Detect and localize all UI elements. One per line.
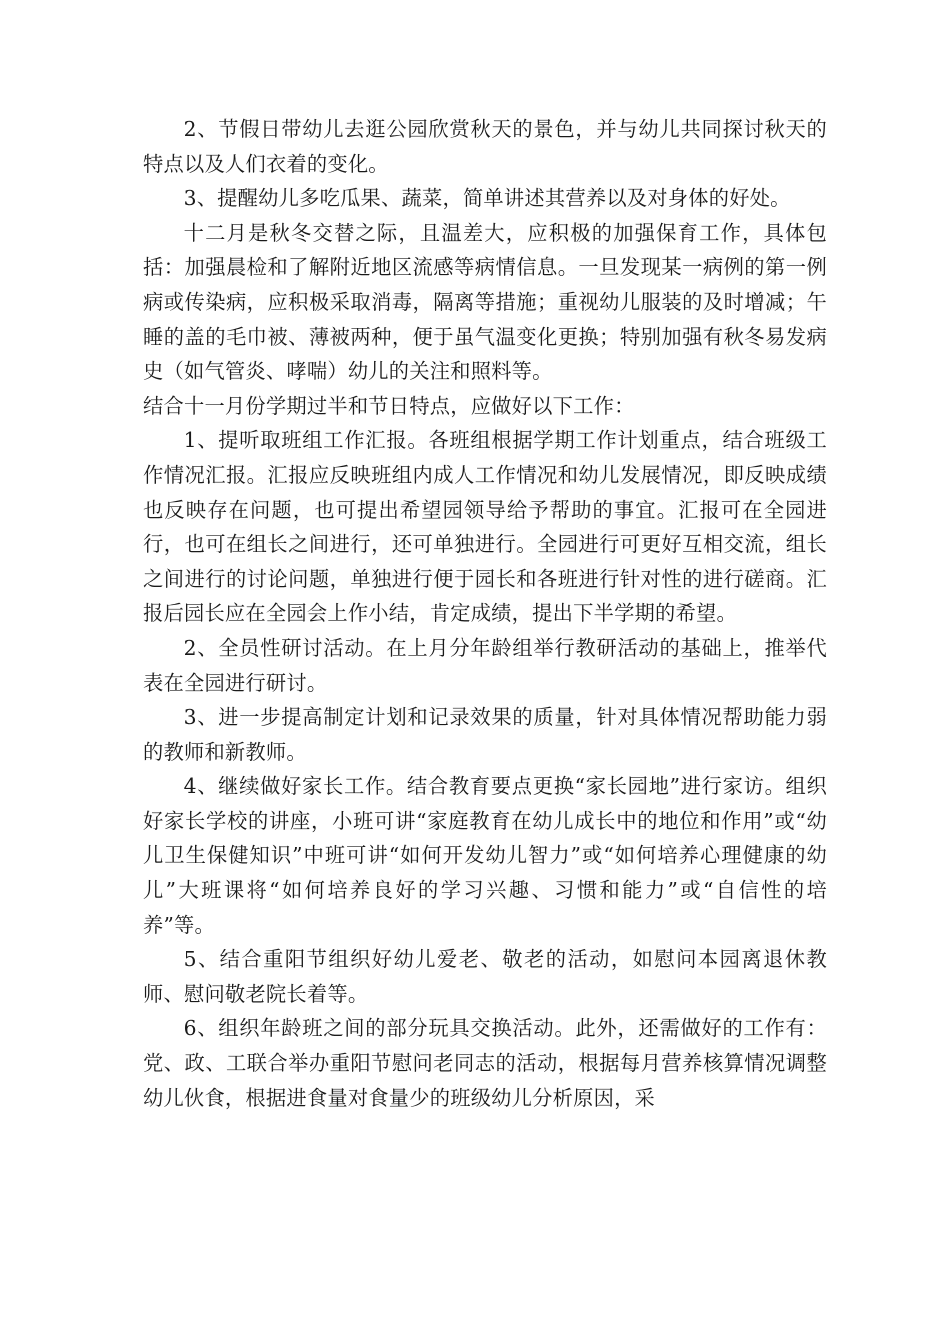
paragraph-double-ninth: 5、结合重阳节组织好幼儿爱老、敬老的活动，如慰问本园离退休教师、慰问敬老院长着等。: [143, 947, 827, 1006]
paragraph-holiday-park: 2、节假日带幼儿去逛公园欣赏秋天的景色，并与幼儿共同探讨秋天的特点以及人们衣着的变化。: [143, 117, 827, 176]
document-body: [143, 112, 827, 1115]
paragraph-plan-quality: 3、进一步提高制定计划和记录效果的质量，针对具体情况帮助能力弱的教师和新教师。: [143, 705, 827, 764]
paragraph-team-report: 1、提听取班组工作汇报。各班组根据学期工作计划重点，结合班级工作情况汇报。汇报应反映班组内成人工作情况和幼儿发展情况，即反映成绩也反映存在问题，也可提出希望园领导给予帮助的事宜。汇报可在全园进行，也可在组长之间进行，还可单独进行。全园进行可更好互相交流，组长之间进行的讨论问题，单独进行便于园长和各班进行针对性的进行磋商。汇报后园长应在全园会上作小结，肯定成绩，提出下半学期的希望。: [143, 428, 827, 626]
paragraph-staff-seminar: 2、全员性研讨活动。在上月分年龄组举行教研活动的基础上，推举代表在全园进行研讨。: [143, 635, 827, 695]
paragraph-parent-work: 4、继续做好家长工作。结合教育要点更换“家长园地”进行家访。组织好家长学校的讲座，小班可讲“家庭教育在幼儿成长中的地位和作用”或“幼儿卫生保健知识”中班可讲“如何开发幼儿智力”或“如何培养心理健康的幼儿”大班课将“如何培养良好的学习兴趣、习惯和能力”或“自信性的培养”等。: [143, 774, 827, 937]
paragraph-fruits-vegetables: 3、提醒幼儿多吃瓜果、蔬菜，简单讲述其营养以及对身体的好处。: [183, 186, 791, 211]
paragraph-november-intro: 结合十一月份学期过半和节日特点，应做好以下工作：: [143, 393, 635, 418]
paragraph-toy-exchange: 6、组织年龄班之间的部分玩具交换活动。此外，还需做好的工作有：党、政、工联合举办重阳节慰问老同志的活动，根据每月营养核算情况调整幼儿伙食，根据进食量对食量少的班级幼儿分析原因，采: [143, 1016, 827, 1110]
paragraph-december-care: 十二月是秋冬交替之际，且温差大，应积极的加强保育工作，具体包括：加强晨检和了解附近地区流感等病情信息。一旦发现某一病例的第一例病或传染病，应积极采取消毒，隔离等措施；重视幼儿服装的及时增减；午睡的盖的毛巾被、薄被两种，便于虽气温变化更换；特别加强有秋冬易发病史（如气管炎、哮喘）幼儿的关注和照料等。: [143, 220, 827, 384]
